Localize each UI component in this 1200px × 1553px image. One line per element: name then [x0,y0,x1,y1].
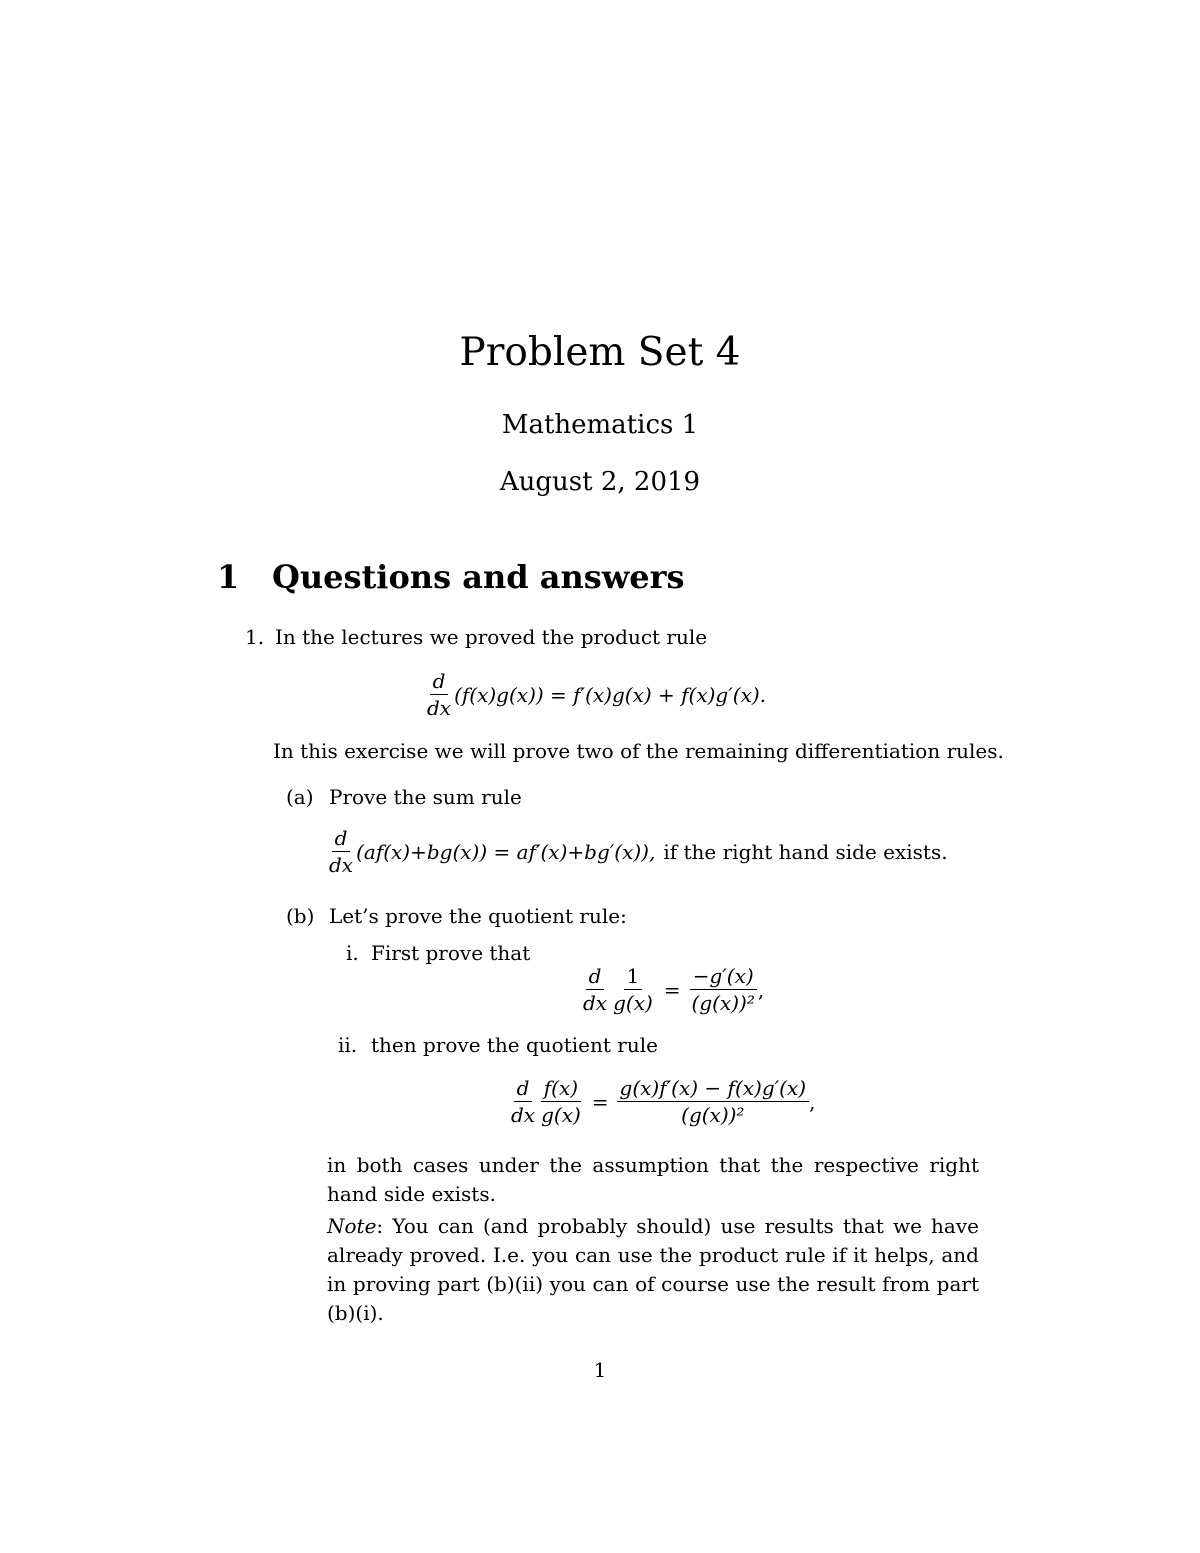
sub-i-label: i. [346,941,359,965]
quotient-fraction: $\frac{f(x)}{g(x)}$ [541,1076,581,1127]
sum-rule-condition: if the right hand side exists. [663,839,948,864]
derivative-operator: $\frac{d}{dx}$ [329,826,354,877]
equals-sign: = [591,1089,609,1114]
note-paragraph [327,1212,979,1328]
quotient-rhs-fraction: $\frac{g(x)f'(x) - f(x)g'(x)}{\text{(g(x))²}}$ [617,1077,810,1126]
derivative-operator: $\frac{d}{dx}$ [583,964,608,1015]
part-b-label: (b) [286,904,315,928]
product-rule-equation [424,670,766,719]
assumption-paragraph: in both cases under the assumption that the respective right hand side exists. [327,1153,979,1206]
question-number: 1. [245,625,265,649]
page-number: 1 [593,1358,607,1382]
sub-ii-text: then prove the quotient rule [371,1033,658,1057]
part-a-label: (a) [286,785,314,809]
reciprocal-rule-equation: $\frac{d}{dx}$ $\frac{1}{g(x)}$ = $\frac{-g'(x)}{\text{(g(x))²}}$ , [580,965,764,1014]
note-label: Note [327,1214,377,1238]
part-b-text: Let’s prove the quotient rule: [329,904,627,928]
document-date: August 2, 2019 [499,467,701,497]
part-a-text: Prove the sum rule [329,785,522,809]
derivative-operator: $\frac{d}{dx}$ [511,1076,536,1127]
document-title: Problem Set 4 [459,330,741,375]
equals-sign: = [663,977,681,1002]
section-title: Questions and answers [272,558,685,596]
derivative-operator: $\frac{d}{dx}$ [427,669,452,720]
exercise-text: In this exercise we will prove two of the remaining differentiation rules. [273,739,1004,763]
sum-rule-body: (af(x)+bg(x)) = af′(x)+bg′(x)), [356,839,656,864]
sum-rule-equation [326,827,948,876]
reciprocal-rhs-fraction: $\frac{-g'(x)}{\text{(g(x))²}}$ [691,964,755,1015]
sub-i-text: First prove that [371,941,531,965]
course-name: Mathematics 1 [501,410,699,440]
section-number: 1 [217,558,240,596]
product-rule-body: (f(x)g(x)) = f′(x)g(x) + f(x)g′(x). [454,682,767,707]
quotient-rule-equation: $\frac{d}{dx}$ $\frac{f(x)}{g(x)}$ = $\frac{g(x)f'(x) - f(x)g'(x)}{\text{(g(x))²}}$ , [508,1077,815,1126]
sub-ii-label: ii. [338,1033,358,1057]
note-text: : You can (and probably should) use results that we have already proved. I.e. you can use the product rule if it helps, and in proving part (b)(ii) you can of course use the result from part (b)(i). [327,1214,979,1325]
question-intro: In the lectures we proved the product rule [275,625,708,649]
reciprocal-fraction: $\frac{1}{g(x)}$ [613,964,653,1015]
